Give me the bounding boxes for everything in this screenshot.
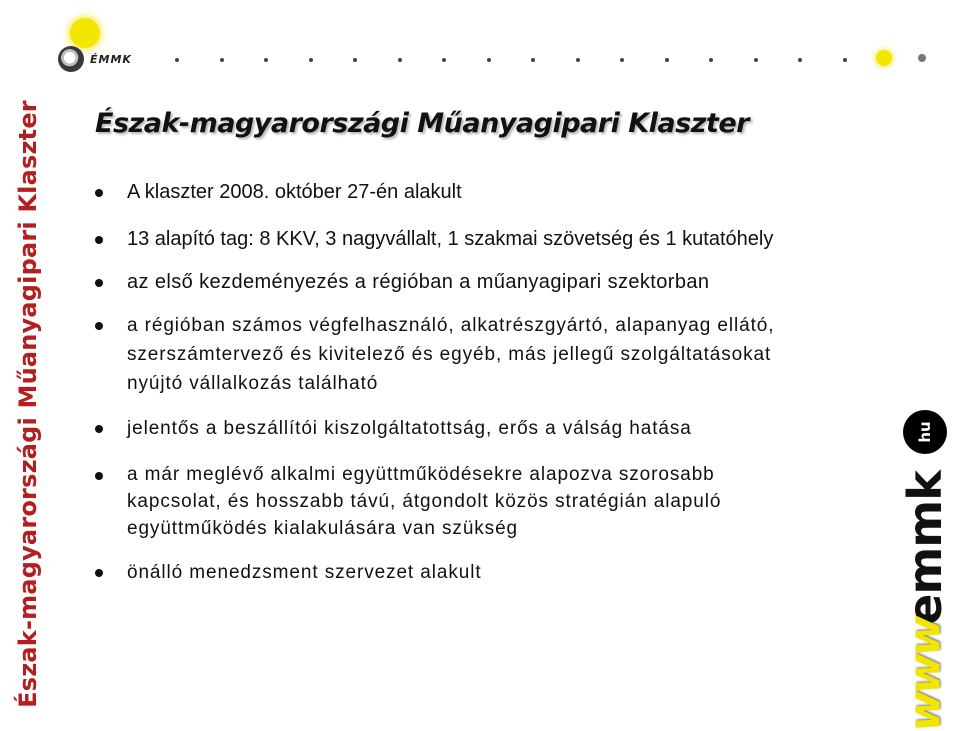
divider-dot — [665, 58, 669, 62]
emmk-web-logo — [895, 410, 955, 731]
divider-dot — [843, 58, 847, 62]
page-title: Észak-magyarországi Műanyagipari Klaszter — [95, 108, 749, 139]
divider-dot — [487, 58, 491, 62]
yellow-orb-icon — [70, 18, 100, 48]
bullet-item: A klaszter 2008. október 27-én alakult — [95, 178, 815, 207]
divider-dot — [175, 58, 179, 62]
bullet-item: jelentős a beszállítói kiszolgáltatottság, erős a válság hatása — [95, 414, 815, 443]
dotted-divider — [175, 58, 935, 62]
bullet-item: a már meglévő alkalmi együttműködésekre alapozva szorosabb kapcsolat, és hosszabb távú, átgondolt közös stratégián alapuló együttműködés kialakulására van szükség — [95, 461, 815, 542]
emmk-logo — [58, 18, 168, 78]
emmk-text: emmk — [898, 471, 952, 625]
divider-dot — [309, 58, 313, 62]
bullet-list — [95, 178, 815, 587]
logo-ring-icon — [58, 46, 84, 72]
divider-dot — [709, 58, 713, 62]
side-title: Észak-magyarországi Műanyagipari Klaszter — [14, 100, 42, 708]
yellow-dot-icon — [876, 50, 892, 66]
side-title-band — [0, 88, 56, 720]
divider-dot — [398, 58, 402, 62]
divider-dot — [264, 58, 268, 62]
bullet-item: önálló menedzsment szervezet alakult — [95, 558, 815, 587]
hu-text: hu — [916, 421, 934, 443]
divider-dot — [531, 58, 535, 62]
bullet-item: a régióban számos végfelhasználó, alkatrészgyártó, alapanyag ellátó, szerszámtervező és kivitelező és egyéb, más jellegű szolgáltatásokat nyújtó vállalkozás található — [95, 311, 815, 398]
bullet-item: 13 alapító tag: 8 KKV, 3 nagyvállalt, 1 szakmai szövetség és 1 kutatóhely — [95, 225, 815, 254]
bullet-item: az első kezdeményezés a régióban a műanyagipari szektorban — [95, 268, 815, 297]
divider-dot — [620, 58, 624, 62]
divider-dot — [576, 58, 580, 62]
divider-dot — [442, 58, 446, 62]
divider-dot — [353, 58, 357, 62]
logo-text: ÉMMK — [90, 53, 132, 66]
www-text: www — [899, 618, 951, 731]
grey-dot-icon — [918, 54, 926, 62]
divider-dot — [754, 58, 758, 62]
divider-dot — [220, 58, 224, 62]
divider-dot — [798, 58, 802, 62]
